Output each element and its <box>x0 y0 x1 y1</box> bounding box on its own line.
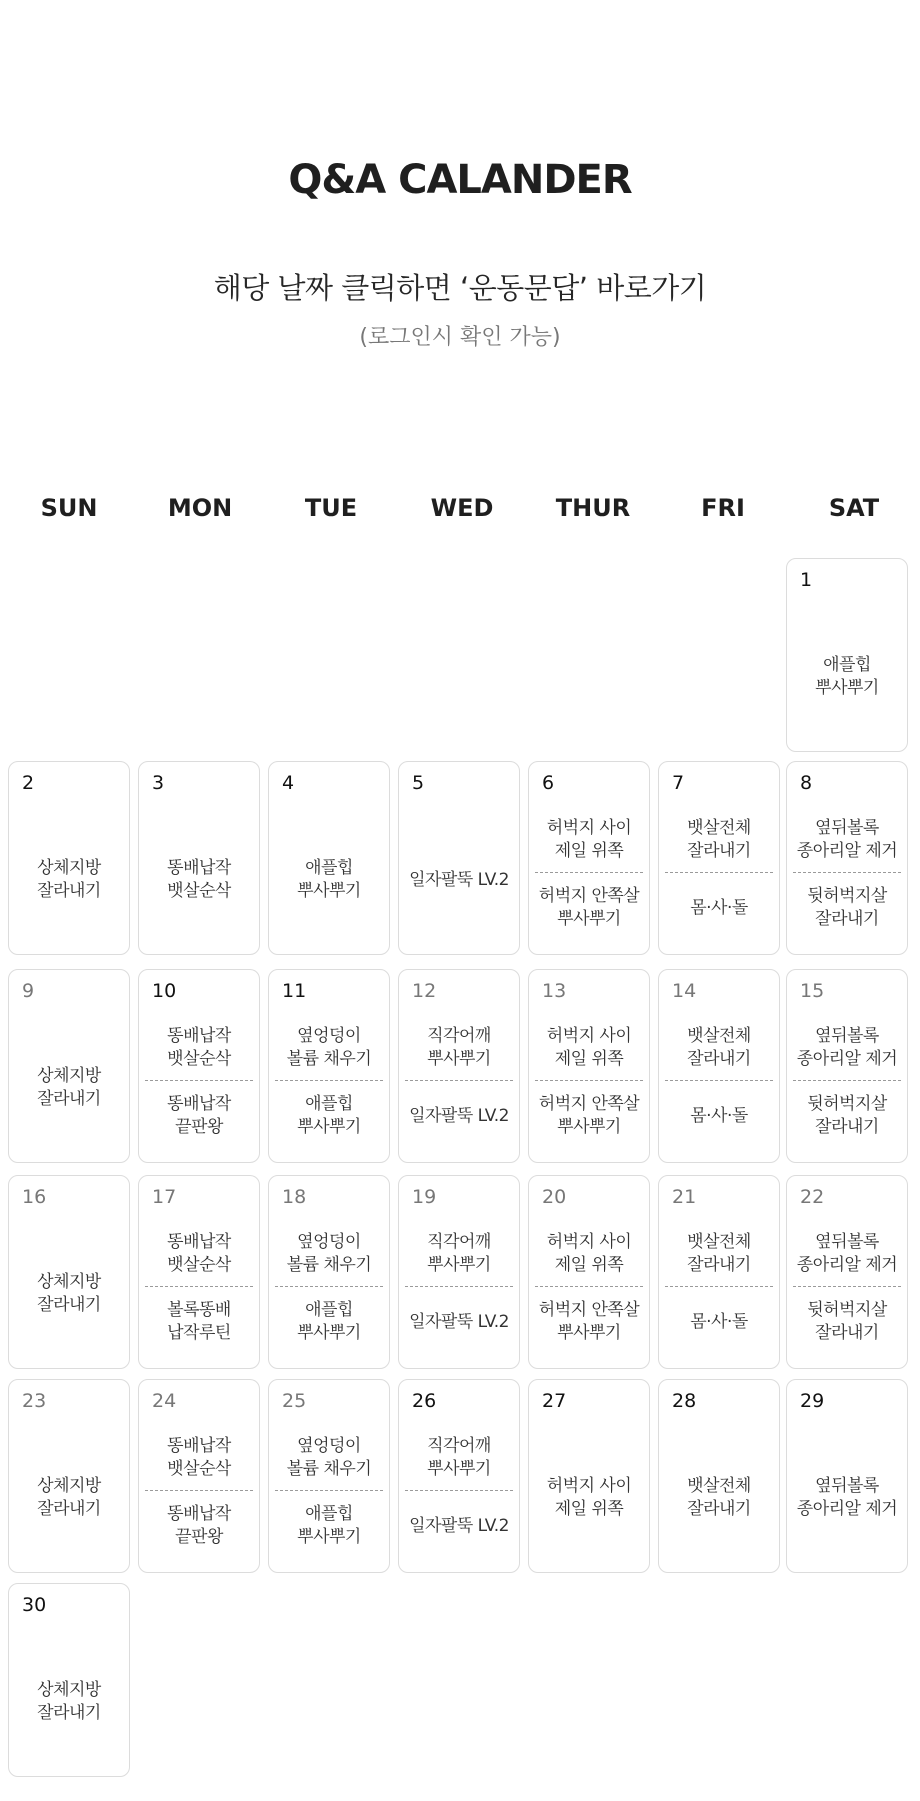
workout-label: 뱃살전체 잘라내기 <box>687 1476 751 1519</box>
day-number: 5 <box>412 772 425 794</box>
workout-label: 상체지방 잘라내기 <box>37 1476 101 1519</box>
workout-label-primary: 직각어깨 뿌사뿌기 <box>427 1232 491 1275</box>
day-number: 22 <box>800 1186 825 1208</box>
login-note: (로그인시 확인 가능) <box>359 325 561 350</box>
workout-label-primary: 똥배납작 뱃살순삭 <box>167 1026 231 1069</box>
day-number: 18 <box>282 1186 307 1208</box>
workout-label-primary: 옆엉덩이 볼륨 채우기 <box>286 1026 372 1069</box>
weekday-sun: SUN <box>40 494 98 522</box>
dashed-divider <box>665 1080 773 1081</box>
calendar-day-26[interactable] <box>398 1379 520 1573</box>
day-number: 13 <box>542 980 567 1002</box>
calendar-day-10[interactable] <box>138 969 260 1163</box>
calendar-day-23[interactable] <box>8 1379 130 1573</box>
calendar-day-6[interactable] <box>528 761 650 955</box>
workout-label-primary: 허벅지 사이 제일 위쪽 <box>546 1232 632 1275</box>
workout-label-primary: 직각어깨 뿌사뿌기 <box>427 1026 491 1069</box>
workout-label-secondary: 일자팔뚝 LV.2 <box>409 1515 509 1536</box>
calendar-day-2[interactable] <box>8 761 130 955</box>
workout-label-secondary: 볼록똥배 납작루틴 <box>167 1300 231 1343</box>
dashed-divider <box>665 872 773 873</box>
dashed-divider <box>793 1286 901 1287</box>
dashed-divider <box>535 1080 643 1081</box>
calendar-day-19[interactable] <box>398 1175 520 1369</box>
workout-label-secondary: 몸·사·돌 <box>690 1311 748 1332</box>
workout-label: 상체지방 잘라내기 <box>37 1680 101 1723</box>
day-number: 2 <box>22 772 35 794</box>
day-number: 12 <box>412 980 437 1002</box>
day-number: 29 <box>800 1390 825 1412</box>
calendar-day-21[interactable] <box>658 1175 780 1369</box>
page-title: Q&A CALANDER <box>288 157 632 203</box>
weekday-wed: WED <box>430 494 494 522</box>
dashed-divider <box>405 1490 513 1491</box>
workout-label-secondary: 허벅지 안쪽살 뿌사뿌기 <box>538 886 640 929</box>
workout-label-secondary: 똥배납작 끝판왕 <box>167 1094 231 1137</box>
workout-label-primary: 옆뒤볼록 종아리알 제거 <box>796 1232 898 1275</box>
day-number: 19 <box>412 1186 437 1208</box>
workout-label-secondary: 뒷허벅지살 잘라내기 <box>807 886 887 929</box>
weekday-tue: TUE <box>304 494 358 522</box>
day-number: 4 <box>282 772 295 794</box>
workout-label-secondary: 애플힙 뿌사뿌기 <box>297 1094 361 1137</box>
workout-label: 애플힙 뿌사뿌기 <box>297 858 361 901</box>
calendar-day-18[interactable] <box>268 1175 390 1369</box>
calendar-day-7[interactable] <box>658 761 780 955</box>
calendar-day-14[interactable] <box>658 969 780 1163</box>
calendar-day-27[interactable] <box>528 1379 650 1573</box>
day-number: 28 <box>672 1390 697 1412</box>
calendar-day-29[interactable] <box>786 1379 908 1573</box>
day-number: 17 <box>152 1186 177 1208</box>
workout-label-secondary: 똥배납작 끝판왕 <box>167 1504 231 1547</box>
dashed-divider <box>665 1286 773 1287</box>
day-number: 11 <box>282 980 307 1002</box>
day-number: 21 <box>672 1186 697 1208</box>
workout-label-primary: 옆엉덩이 볼륨 채우기 <box>286 1232 372 1275</box>
calendar-day-4[interactable] <box>268 761 390 955</box>
calendar-day-30[interactable] <box>8 1583 130 1777</box>
workout-label: 똥배납작 뱃살순삭 <box>167 858 231 901</box>
calendar-day-28[interactable] <box>658 1379 780 1573</box>
workout-label-primary: 뱃살전체 잘라내기 <box>687 818 751 861</box>
calendar-day-16[interactable] <box>8 1175 130 1369</box>
workout-label-primary: 허벅지 사이 제일 위쪽 <box>546 1026 632 1069</box>
weekday-thur: THUR <box>555 494 631 522</box>
workout-label-secondary: 뒷허벅지살 잘라내기 <box>807 1300 887 1343</box>
workout-label-secondary: 허벅지 안쪽살 뿌사뿌기 <box>538 1300 640 1343</box>
dashed-divider <box>405 1080 513 1081</box>
calendar-day-1[interactable] <box>786 558 908 752</box>
day-number: 10 <box>152 980 177 1002</box>
workout-label-secondary: 허벅지 안쪽살 뿌사뿌기 <box>538 1094 640 1137</box>
day-number: 26 <box>412 1390 437 1412</box>
workout-label: 애플힙 뿌사뿌기 <box>815 655 879 698</box>
workout-label-primary: 옆뒤볼록 종아리알 제거 <box>796 818 898 861</box>
workout-label-secondary: 일자팔뚝 LV.2 <box>409 1105 509 1126</box>
day-number: 23 <box>22 1390 47 1412</box>
calendar-day-11[interactable] <box>268 969 390 1163</box>
workout-label-secondary: 몸·사·돌 <box>690 1105 748 1126</box>
page-subtitle: 해당 날짜 클릭하면 ‘운동문답’ 바로가기 <box>213 271 707 305</box>
workout-label: 상체지방 잘라내기 <box>37 1066 101 1109</box>
dashed-divider <box>275 1080 383 1081</box>
calendar-day-13[interactable] <box>528 969 650 1163</box>
workout-label: 상체지방 잘라내기 <box>37 858 101 901</box>
workout-label-primary: 옆뒤볼록 종아리알 제거 <box>796 1026 898 1069</box>
day-number: 14 <box>672 980 697 1002</box>
workout-label-primary: 직각어깨 뿌사뿌기 <box>427 1436 491 1479</box>
dashed-divider <box>145 1490 253 1491</box>
dashed-divider <box>145 1080 253 1081</box>
day-number: 30 <box>22 1594 47 1616</box>
dashed-divider <box>535 872 643 873</box>
calendar-day-22[interactable] <box>786 1175 908 1369</box>
calendar-day-9[interactable] <box>8 969 130 1163</box>
workout-label: 허벅지 사이 제일 위쪽 <box>546 1476 632 1519</box>
workout-label-primary: 뱃살전체 잘라내기 <box>687 1232 751 1275</box>
day-number: 25 <box>282 1390 307 1412</box>
workout-label-secondary: 일자팔뚝 LV.2 <box>409 1311 509 1332</box>
day-number: 15 <box>800 980 825 1002</box>
day-number: 8 <box>800 772 813 794</box>
workout-label-primary: 뱃살전체 잘라내기 <box>687 1026 751 1069</box>
workout-label-secondary: 애플힙 뿌사뿌기 <box>297 1504 361 1547</box>
day-number: 6 <box>542 772 555 794</box>
workout-label-secondary: 뒷허벅지살 잘라내기 <box>807 1094 887 1137</box>
workout-label-primary: 허벅지 사이 제일 위쪽 <box>546 818 632 861</box>
workout-label: 옆뒤볼록 종아리알 제거 <box>796 1476 898 1519</box>
dashed-divider <box>535 1286 643 1287</box>
workout-label: 상체지방 잘라내기 <box>37 1272 101 1315</box>
calendar-day-12[interactable] <box>398 969 520 1163</box>
workout-label-secondary: 애플힙 뿌사뿌기 <box>297 1300 361 1343</box>
calendar-day-20[interactable] <box>528 1175 650 1369</box>
calendar-day-5[interactable] <box>398 761 520 955</box>
workout-label-primary: 똥배납작 뱃살순삭 <box>167 1436 231 1479</box>
calendar-day-25[interactable] <box>268 1379 390 1573</box>
weekday-sat: SAT <box>828 494 880 522</box>
workout-label-secondary: 몸·사·돌 <box>690 897 748 918</box>
workout-label: 일자팔뚝 LV.2 <box>409 869 509 890</box>
dashed-divider <box>405 1286 513 1287</box>
workout-label-primary: 똥배납작 뱃살순삭 <box>167 1232 231 1275</box>
calendar-day-8[interactable] <box>786 761 908 955</box>
calendar-day-15[interactable] <box>786 969 908 1163</box>
dashed-divider <box>275 1490 383 1491</box>
workout-label-primary: 옆엉덩이 볼륨 채우기 <box>286 1436 372 1479</box>
dashed-divider <box>793 872 901 873</box>
day-number: 7 <box>672 772 685 794</box>
calendar-day-17[interactable] <box>138 1175 260 1369</box>
dashed-divider <box>145 1286 253 1287</box>
weekday-fri: FRI <box>701 494 745 522</box>
day-number: 1 <box>800 569 813 591</box>
day-number: 16 <box>22 1186 47 1208</box>
day-number: 3 <box>152 772 165 794</box>
day-number: 9 <box>22 980 35 1002</box>
weekday-mon: MON <box>167 494 233 522</box>
day-number: 20 <box>542 1186 567 1208</box>
day-number: 24 <box>152 1390 177 1412</box>
day-number: 27 <box>542 1390 567 1412</box>
dashed-divider <box>275 1286 383 1287</box>
calendar-day-24[interactable] <box>138 1379 260 1573</box>
dashed-divider <box>793 1080 901 1081</box>
calendar-day-3[interactable] <box>138 761 260 955</box>
